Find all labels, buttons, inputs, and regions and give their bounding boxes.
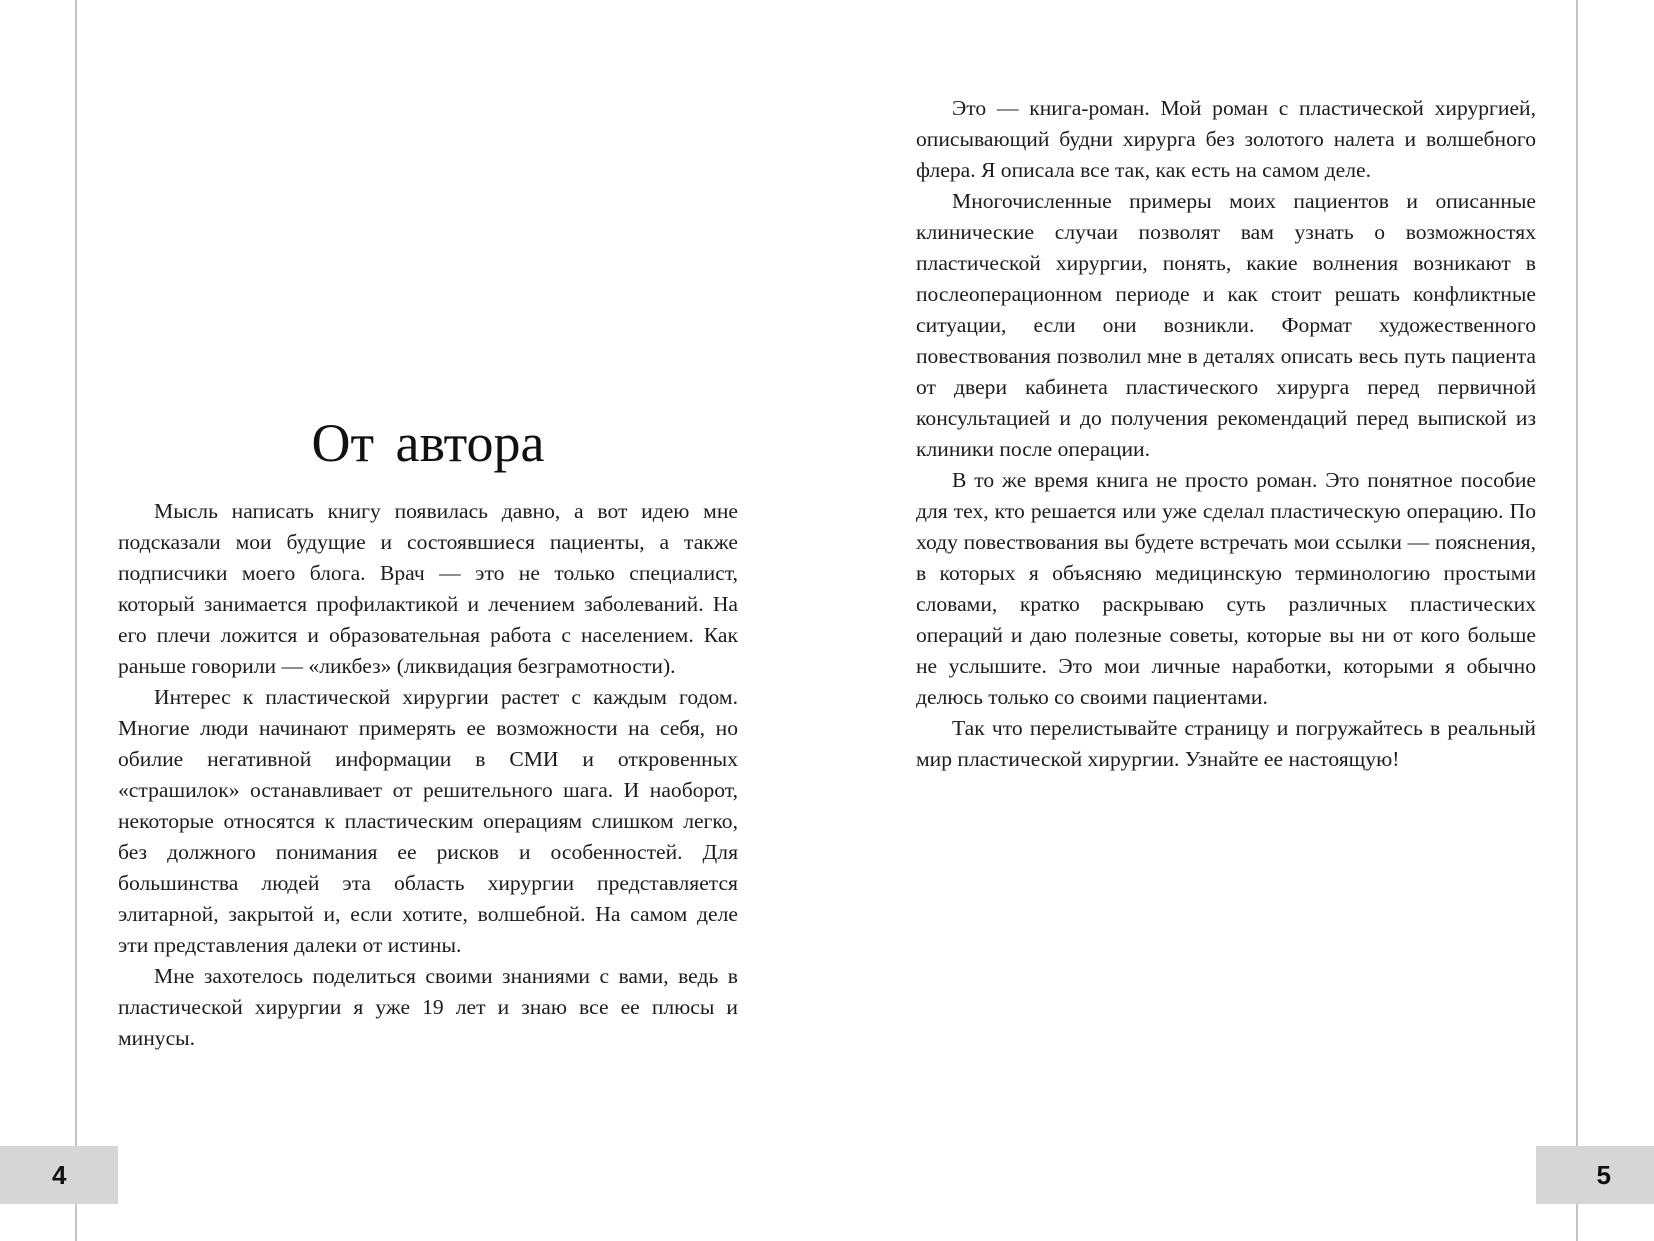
paragraph: Мне захотелось поделиться своими знаниями с вами, ведь в пластической хирургии я уже 19 лет и знаю все ее плюсы и минусы. <box>118 964 738 1050</box>
paragraph: Многочисленные примеры моих пациентов и описанные клинические случаи позволят вам узнать о возможностях пластической хирургии, понять, какие волнения возникают в послеоперационном периоде и как стоит решать конфликтные ситуации, если они возникли. Формат художественного повествования позволил мне в деталях описать весь путь пациента от двери кабинета пластического хирурга перед первичной консультацией и до получения рекомендаций перед выпиской из клиники после операции. <box>916 189 1536 461</box>
paragraph: Так что перелистывайте страницу и погружайтесь в реальный мир пластической хирургии. Узнайте ее настоящую! <box>916 716 1536 771</box>
chapter-title: От автора <box>311 413 545 473</box>
left-page-number <box>0 1146 118 1204</box>
left-page-edge-line <box>75 0 77 1241</box>
paragraph: Это — книга-роман. Мой роман с пластической хирургией, описывающий будни хирурга без золотого налета и волшебного флера. Я описала все так, как есть на самом деле. <box>916 96 1536 182</box>
paragraph: В то же время книга не просто роман. Это понятное пособие для тех, кто решается или уже сделал пластическую операцию. По ходу повествования вы будете встречать мои ссылки — пояснения, в которых я объясняю медицинскую терминологию простыми словами, кратко раскрываю суть различных пластических операций и даю полезные советы, которые вы ни от кого больше не услышите. Это мои личные наработки, которыми я обычно делюсь только со своими пациентами. <box>916 468 1536 709</box>
right-page-edge-line <box>1576 0 1578 1241</box>
right-page-text <box>916 93 1536 775</box>
right-page-number-text: 5 <box>1596 1160 1611 1190</box>
right-page-number <box>1536 1146 1654 1204</box>
left-page-number-text: 4 <box>52 1160 67 1190</box>
paragraph: Интерес к пластической хирургии растет с каждым годом. Многие люди начинают примерять ее возможности на себя, но обилие негативной информации в СМИ и откровенных «страшилок» останавливает от решительного шага. И наоборот, некоторые относятся к пластическим операциям слишком легко, без должного понимания ее рисков и особенностей. Для большинства людей эта область хирургии представляется элитарной, закрытой и, если хотите, волшебной. На самом деле эти представления далеки от истины. <box>118 685 738 957</box>
left-page-text <box>118 496 738 1054</box>
paragraph: Мысль написать книгу появилась давно, а вот идею мне подсказали мои будущие и состоявшиеся пациенты, а также подписчики моего блога. Врач — это не только специалист, который занимается профилактикой и лечением заболеваний. На его плечи ложится и образовательная работа с населением. Как раньше говорили — «ликбез» (ликвидация безграмотности). <box>118 499 738 678</box>
